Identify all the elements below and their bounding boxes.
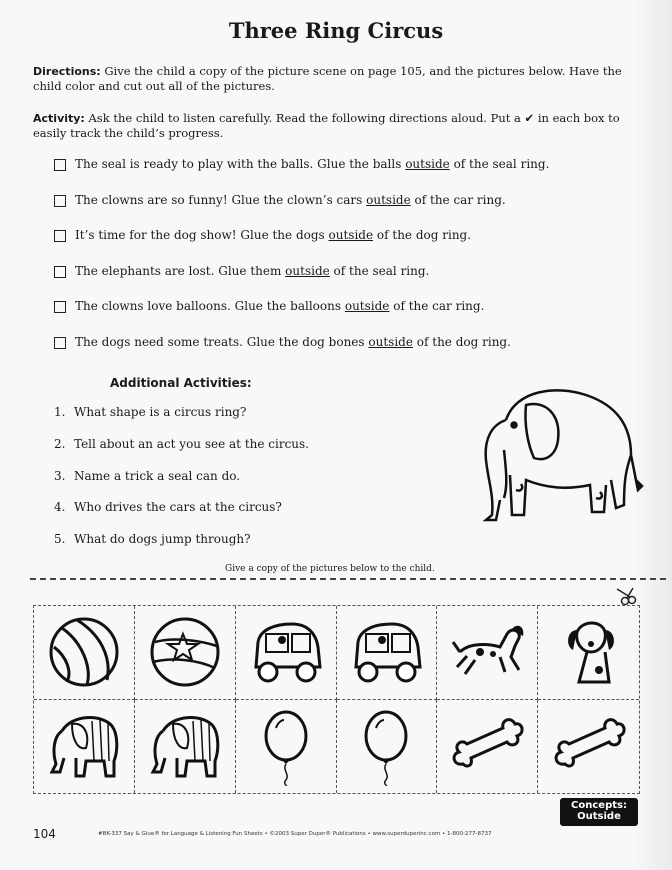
- cutout-cell: [34, 700, 135, 794]
- cutout-cell: [538, 700, 639, 794]
- dog-sitting-icon: [547, 612, 631, 692]
- dog-bone-icon: [445, 706, 529, 786]
- cutout-cell: [337, 606, 438, 700]
- clown-car-icon: [344, 612, 428, 692]
- outside-keyword: outside: [328, 228, 374, 242]
- cutout-cell: [135, 700, 236, 794]
- cut-line: [30, 578, 666, 580]
- question-text: Who drives the cars at the circus?: [74, 500, 282, 515]
- page-title: Three Ring Circus: [228, 18, 444, 43]
- cutout-cell: [236, 700, 337, 794]
- dog-bone-icon: [547, 706, 631, 786]
- checklist-item: [54, 299, 614, 335]
- cutout-cell: [236, 606, 337, 700]
- ball-striped-icon: [42, 612, 126, 692]
- cutout-cell: [135, 606, 236, 700]
- scissors-icon: [613, 586, 639, 606]
- cut-instruction: Give a copy of the pictures below to the child.: [225, 564, 435, 574]
- outside-keyword: outside: [405, 157, 450, 171]
- page-number: 104: [33, 827, 56, 841]
- checklist-item: [54, 157, 614, 193]
- checklist-text: The clowns love balloons. Glue the balloons outside of the car ring.: [75, 299, 485, 313]
- checklist-text: The dogs need some treats. Glue the dog bones outside of the dog ring.: [75, 334, 511, 349]
- badge-line-1: Concepts:: [571, 800, 627, 811]
- dog-running-icon: [445, 612, 529, 692]
- checkbox[interactable]: [54, 195, 66, 207]
- checklist-text: The seal is ready to play with the balls. Glue the balls outside of the seal ring.: [75, 157, 550, 171]
- activity-paragraph: [33, 111, 633, 141]
- additional-activities-title: Additional Activities:: [110, 376, 252, 390]
- question-number: 5.: [54, 532, 66, 547]
- cutout-cell: [538, 606, 639, 700]
- question-text: What do dogs jump through?: [74, 532, 251, 547]
- checklist-text: The elephants are lost. Glue them outside of the seal ring.: [75, 263, 430, 278]
- activity-question: [54, 532, 434, 564]
- directions-paragraph: [33, 64, 633, 94]
- outside-keyword: outside: [366, 192, 411, 207]
- ball-star-icon: [143, 612, 227, 692]
- checklist-item: [54, 193, 614, 229]
- checklist-text: It’s time for the dog show! Glue the dogs outside of the dog ring.: [75, 228, 472, 242]
- elephant-illustration: [466, 380, 646, 530]
- question-number: 3.: [54, 468, 66, 483]
- question-number: 1.: [54, 405, 66, 419]
- directions-text: Give the child a copy of the picture scene on page 105, and the pictures below. Have the child color and cut out all of the pictures.: [33, 64, 622, 93]
- outside-keyword: outside: [285, 263, 330, 278]
- checkbox[interactable]: [54, 230, 66, 242]
- checkbox[interactable]: [54, 159, 66, 171]
- cutout-pictures-grid: [33, 605, 640, 794]
- outside-keyword: outside: [368, 334, 413, 349]
- checklist-text: The clowns are so funny! Glue the clown’s cars outside of the car ring.: [75, 192, 506, 207]
- activity-question: [54, 469, 434, 501]
- elephant-icon: [143, 706, 227, 786]
- directions-label: Directions:: [33, 65, 101, 78]
- cutout-cell: [337, 700, 438, 794]
- publisher-footer: #BK-337 Say & Glue® for Language & Listening Fun Sheets • ©2003 Super Duper® Publications • www.superduperinc.com • 1-800-277-8737: [98, 831, 492, 837]
- cutout-cell: [437, 700, 538, 794]
- activity-question: [54, 405, 434, 437]
- question-text: Name a trick a seal can do.: [74, 468, 241, 483]
- checklist-item: [54, 335, 614, 371]
- additional-activities-list: [54, 405, 434, 564]
- activity-label: Activity:: [33, 112, 85, 125]
- balloon-icon: [244, 706, 328, 786]
- activity-text: Ask the child to listen carefully. Read the following directions aloud. Put a ✔ in each box to easily track the child’s progress.: [33, 111, 620, 140]
- question-number: 4.: [54, 500, 66, 515]
- checklist: [54, 157, 614, 370]
- cutout-cell: [437, 606, 538, 700]
- checkbox[interactable]: [54, 266, 66, 278]
- outside-keyword: outside: [344, 299, 390, 313]
- activity-question: [54, 500, 434, 532]
- checklist-item: [54, 264, 614, 300]
- question-text: Tell about an act you see at the circus.: [74, 436, 309, 451]
- concept-badge: [560, 798, 638, 826]
- checkbox[interactable]: [54, 337, 66, 349]
- clown-car-icon: [244, 612, 328, 692]
- question-number: 2.: [54, 436, 66, 451]
- activity-question: [54, 437, 434, 469]
- question-text: What shape is a circus ring?: [74, 405, 247, 419]
- cutout-cell: [34, 606, 135, 700]
- checklist-item: [54, 228, 614, 264]
- badge-line-2: Outside: [577, 811, 621, 822]
- elephant-icon: [42, 706, 126, 786]
- checkbox[interactable]: [54, 301, 66, 313]
- balloon-icon: [344, 706, 428, 786]
